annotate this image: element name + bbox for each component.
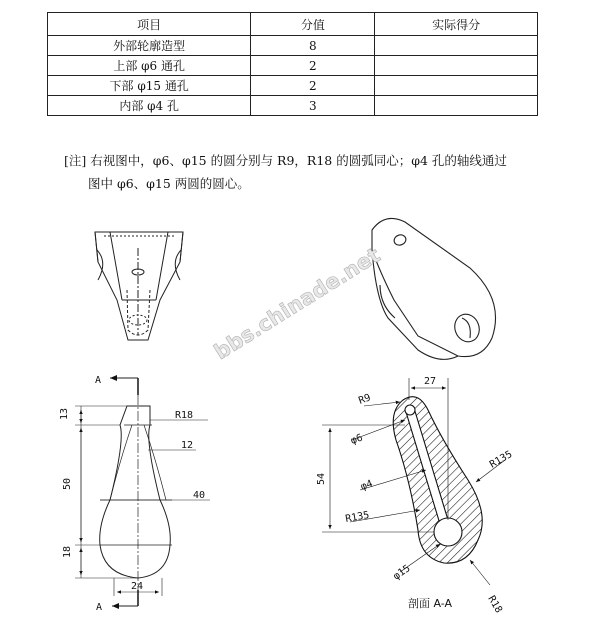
row-score: 2 [251,56,375,76]
note-tag: [注] [64,153,87,168]
row-score: 2 [251,76,375,96]
dim-40: 40 [193,490,206,501]
note-line-1: 右视图中，φ6、φ15 的圆分别与 R9，R18 的圆弧同心；φ4 孔的轴线通过 [90,153,507,168]
section-caption: 剖面 A-A [408,597,453,610]
dim-r18-section: R18 [485,594,504,616]
row-item: 外部轮廓造型 [48,36,251,56]
dim-54: 54 [316,472,327,485]
row-score: 8 [251,36,375,56]
dim-r9: R9 [357,392,373,407]
dim-24: 24 [131,581,144,592]
dim-r135-left: R135 [344,509,371,525]
watermark-text: bbs.chinade.net [209,242,385,365]
note-line-2: 图中 φ6、φ15 两圆的圆心。 [88,176,250,191]
top-view-drawing [95,232,183,340]
dim-50: 50 [62,477,73,490]
dim-12: 12 [181,440,194,451]
dim-27: 27 [424,376,437,387]
section-label-a-bottom: A [96,602,103,613]
dim-r18-front: R18 [175,410,194,421]
dim-phi6: φ6 [349,432,365,447]
dim-phi15: φ15 [391,563,413,583]
row-item: 上部 φ6 通孔 [48,56,251,76]
header-score: 分值 [251,13,375,36]
dim-18: 18 [62,545,73,558]
row-score: 3 [251,96,375,116]
section-label-a-top: A [95,375,102,386]
section-view-drawing [322,378,505,585]
header-actual: 实际得分 [375,13,538,36]
dim-13: 13 [59,407,70,420]
dim-r135-right: R135 [488,449,515,471]
dim-phi4: φ4 [359,478,375,493]
row-item: 下部 φ15 通孔 [48,76,251,96]
header-item: 项目 [48,13,251,36]
isometric-view-drawing [372,218,496,359]
row-item: 内部 φ4 孔 [48,96,251,116]
